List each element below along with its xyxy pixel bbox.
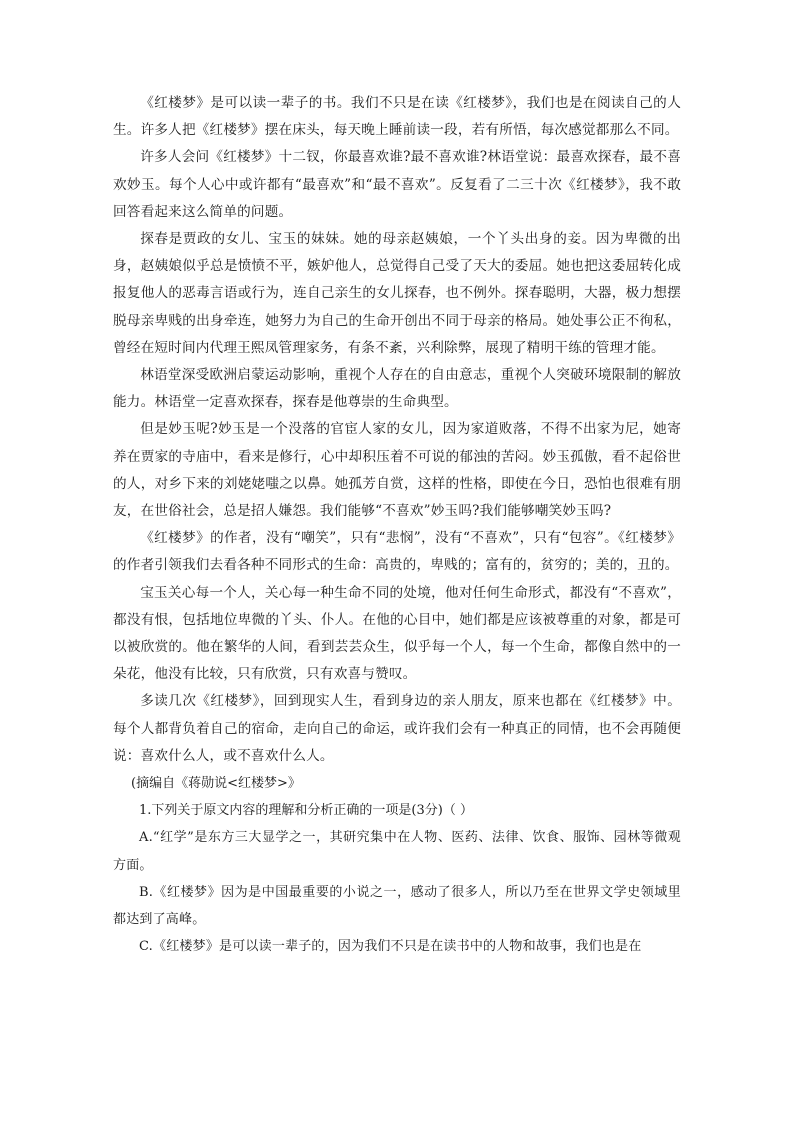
article-body (113, 90, 681, 770)
question-block (113, 797, 681, 960)
source-citation: (摘编自《蒋勋说<红楼梦>》 (131, 776, 301, 792)
option-c: C.《红楼梦》是可以读一辈子的，因为我们不只是在读书中的人物和故事，我们也是在 (139, 939, 642, 955)
paragraph: 《红楼梦》的作者，没有“嘲笑”，只有“悲悯”，没有“不喜欢”，只有“包容”。《红楼梦》的作者引领我们去看各种不同形式的生命：高贵的，卑贱的；富有的，贫穷的；美的，丑的。 (113, 530, 681, 574)
paragraph: 《红楼梦》是可以读一辈子的书。我们不只是在读《红楼梦》，我们也是在阅读自己的人生。许多人把《红楼梦》摆在床头，每天晚上睡前读一段，若有所悟，每次感觉都那么不同。 (113, 95, 681, 139)
option-a: A.“红学”是东方三大显学之一，其研究集中在人物、医药、法律、饮食、服饰、园林等微观方面。 (113, 830, 681, 873)
document-page (113, 90, 681, 961)
option-b: B.《红楼梦》因为是中国最重要的小说之一，感动了很多人，所以乃至在世界文学史领域里都达到了高峰。 (113, 884, 681, 928)
paragraph: 多读几次《红楼梦》，回到现实人生，看到身边的亲人朋友，原来也都在《红楼梦》中。每个人都背负着自己的宿命，走向自己的命运，或许我们会有一种真正的同情，也不会再随便说：喜欢什么人，或不喜欢什么人。 (113, 693, 681, 764)
paragraph: 许多人会问《红楼梦》十二钗，你最喜欢谁?最不喜欢谁?林语堂说：最喜欢探春，最不喜欢妙玉。每个人心中或许都有“最喜欢”和“最不喜欢”。反复看了二三十次《红楼梦》，我不敢回答看起来这么简单的问题。 (113, 149, 681, 220)
question-stem: 1.下列关于原文内容的理解和分析正确的一项是(3分)（ ） (139, 803, 473, 819)
paragraph: 林语堂深受欧洲启蒙运动影响，重视个人存在的自由意志，重视个人突破环境限制的解放能力。林语堂一定喜欢探春，探春是他尊崇的生命典型。 (113, 367, 681, 411)
paragraph: 探春是贾政的女儿、宝玉的妹妹。她的母亲赵姨娘，一个丫头出身的妾。因为卑微的出身，赵姨娘似乎总是愤愤不平，嫉妒他人，总觉得自己受了天大的委屈。她也把这委屈转化成报复他人的恶毒言语或行为，连自己亲生的女儿探春，也不例外。探春聪明，大器，极力想摆脱母亲卑贱的出身牵连，她努力为自己的生命开创出不同于母亲的格局。她处事公正不徇私，曾经在短时间内代理王熙凤管理家务，有条不紊，兴利除弊，展现了精明干练的管理才能。 (113, 231, 681, 356)
paragraph: 宝玉关心每一个人，关心每一种生命不同的处境，他对任何生命形式，都没有“不喜欢”，都没有恨，包括地位卑微的丫头、仆人。在他的心目中，她们都是应该被尊重的对象，都是可以被欣赏的。他在繁华的人间，看到芸芸众生，似乎每一个人，每一个生命，都像自然中的一朵花，他没有比较，只有欣赏，只有欢喜与赞叹。 (113, 584, 681, 683)
paragraph: 但是妙玉呢?妙玉是一个没落的官宦人家的女儿，因为家道败落，不得不出家为尼，她寄养在贾家的寺庙中，看来是修行，心中却积压着不可说的郁浊的苦闷。妙玉孤傲，看不起俗世的人，对乡下来的刘姥姥嗤之以鼻。她孤芳自赏，这样的性格，即使在今日，恐怕也很难有朋友，在世俗社会，总是招人嫌怨。我们能够“不喜欢”妙玉吗?我们能够嘲笑妙玉吗? (113, 421, 681, 520)
